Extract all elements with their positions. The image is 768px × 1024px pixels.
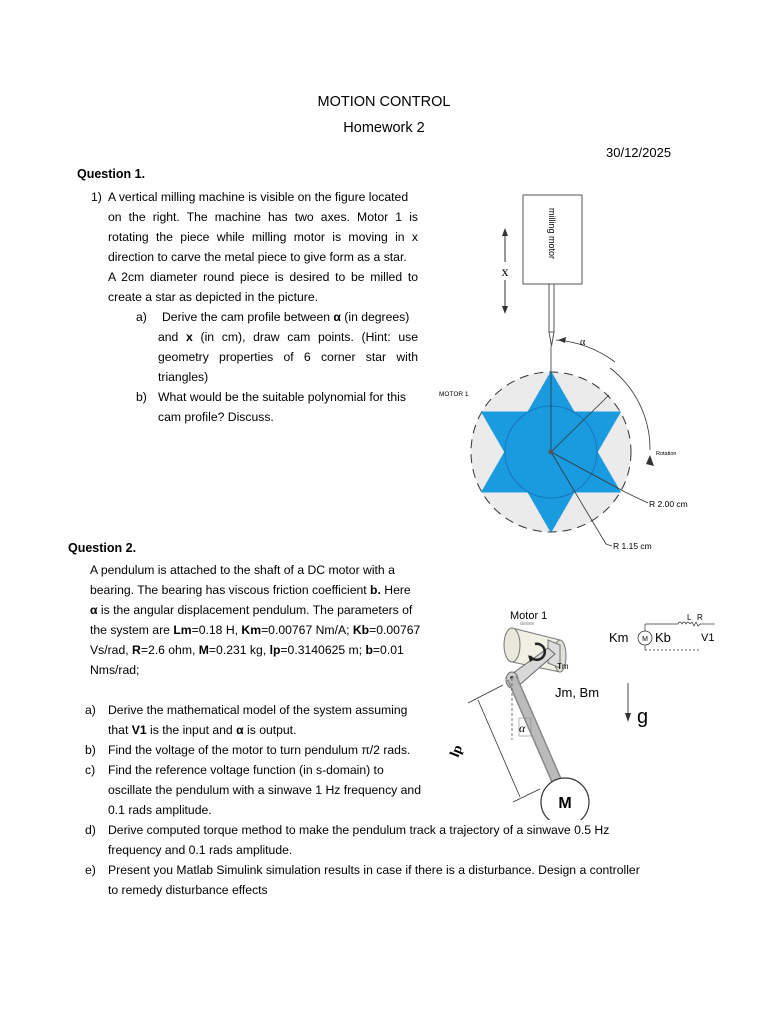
q1-item-marker: 1) (91, 190, 102, 204)
q2-item-d-line-2: frequency and 0.1 rads amplitude. (108, 843, 293, 857)
q1-sub-a-line-1: Derive the cam profile between α (in degrees) (162, 310, 410, 324)
motor-1-label-fig2: Motor 1 (510, 610, 548, 622)
q1-line-6: create a star as depicted in the picture. (108, 290, 319, 304)
jm-bm-label: Jm, Bm (555, 685, 600, 700)
q2-item-b-line-1: Find the voltage of the motor to turn pendulum π/2 rads. (108, 743, 411, 757)
q1-sub-b-line-1: What would be the suitable polynomial for this (158, 390, 406, 404)
q2-item-e-marker: e) (85, 863, 96, 877)
alpha-label: α (580, 337, 586, 348)
question-2-heading: Question 2. (68, 541, 137, 555)
gravity-label: g (637, 706, 649, 728)
q2-line-2: bearing. The bearing has viscous friction coefficient b. Here (90, 583, 411, 597)
q2-item-d-line-1: Derive computed torque method to make the pendulum track a trajectory of a sinwave 0.5 Hz (108, 823, 610, 837)
resistor-label: R (697, 613, 703, 622)
question-1-heading: Question 1. (77, 167, 146, 181)
q2-line-5: Vs/rad, R=2.6 ohm, M=0.231 kg, lp=0.3140625 m; b=0.01 (90, 643, 404, 657)
inner-radius-label: R 1.15 cm (613, 541, 652, 551)
q2-item-d-marker: d) (85, 823, 96, 837)
spindle (549, 284, 554, 332)
q1-sub-a-marker: a) (136, 310, 147, 324)
q1-sub-a-line-2: and x (in cm), draw cam points. (Hint: use (158, 330, 419, 344)
q2-item-a-marker: a) (85, 703, 96, 717)
q1-sub-b-line-2: cam profile? Discuss. (158, 410, 274, 424)
motor-symbol-label: M (642, 636, 648, 643)
torque-label: Tm (557, 662, 569, 671)
document-subtitle: Homework 2 (343, 120, 425, 136)
q2-item-b-marker: b) (85, 743, 96, 757)
motor-cylinder-front (504, 628, 520, 662)
q2-item-e-line-1: Present you Matlab Simulink simulation results in case if there is a disturbance. Design a controller (108, 863, 640, 877)
spindle-tip (549, 332, 554, 346)
q2-item-a-line-1: Derive the mathematical model of the system assuming (108, 703, 408, 717)
center-point (549, 450, 554, 455)
q1-sub-a-line-3: geometry properties of 6 corner star with (158, 350, 418, 364)
rotation-label: Rotation (656, 451, 677, 457)
q2-line-4: the system are Lm=0.18 H, Km=0.00767 Nm/A; Kb=0.00767 (90, 623, 421, 637)
q1-sub-a-line-4: triangles) (158, 370, 209, 384)
q2-line-6: Nms/rad; (90, 663, 140, 677)
q1-sub-b-marker: b) (136, 390, 147, 404)
q2-item-c-marker: c) (85, 763, 96, 777)
pendulum-motor-figure (440, 600, 730, 820)
resistor (690, 622, 700, 626)
km-label: Km (609, 630, 629, 645)
q1-line-4: direction to carve the metal piece to give form as a star. (108, 250, 407, 264)
inductor (678, 622, 690, 624)
pendulum-alpha-label: α (519, 721, 526, 735)
q1-line-1: A vertical milling machine is visible on the figure located (108, 190, 409, 204)
q2-item-c-line-2: oscillate the pendulum with a sinwave 1 Hz frequency and (108, 783, 421, 797)
x-axis-label: x (501, 265, 509, 280)
q2-line-3: α is the angular displacement pendulum. The parameters of (90, 603, 413, 617)
x-arrow-down (502, 306, 508, 314)
document-title: MOTION CONTROL (317, 94, 451, 110)
milling-motor-label: milling motor (547, 208, 557, 260)
mass-label: M (558, 795, 572, 812)
q2-item-c-line-3: 0.1 rads amplitude. (108, 803, 212, 817)
milling-machine-figure (430, 185, 710, 560)
q1-line-3: rotating the piece while milling motor is moving in x (108, 230, 418, 244)
q2-line-1: A pendulum is attached to the shaft of a DC motor with a (90, 563, 395, 577)
outer-radius-label: R 2.00 cm (649, 499, 688, 509)
voltage-label: V1 (701, 632, 715, 644)
q2-item-a-line-2: that V1 is the input and α is output. (108, 723, 297, 737)
lp-label: lp (447, 743, 467, 760)
lp-dimension-line (478, 700, 520, 797)
alpha-arc (556, 340, 615, 362)
q2-item-c-line-1: Find the reference voltage function (in s-domain) to (108, 763, 384, 777)
x-arrow-up (502, 228, 508, 236)
q2-item-e-line-2: to remedy disturbance effects (108, 883, 268, 897)
q1-line-2: on the right. The machine has two axes. Motor 1 is (108, 210, 418, 224)
q1-line-5: A 2cm diameter round piece is desired to be milled to (108, 270, 418, 284)
motor-1-label: MOTOR 1 (439, 391, 469, 398)
inductor-label: L (687, 613, 692, 622)
kb-label: Kb (655, 630, 671, 645)
document-date: 30/12/2025 (606, 145, 672, 160)
